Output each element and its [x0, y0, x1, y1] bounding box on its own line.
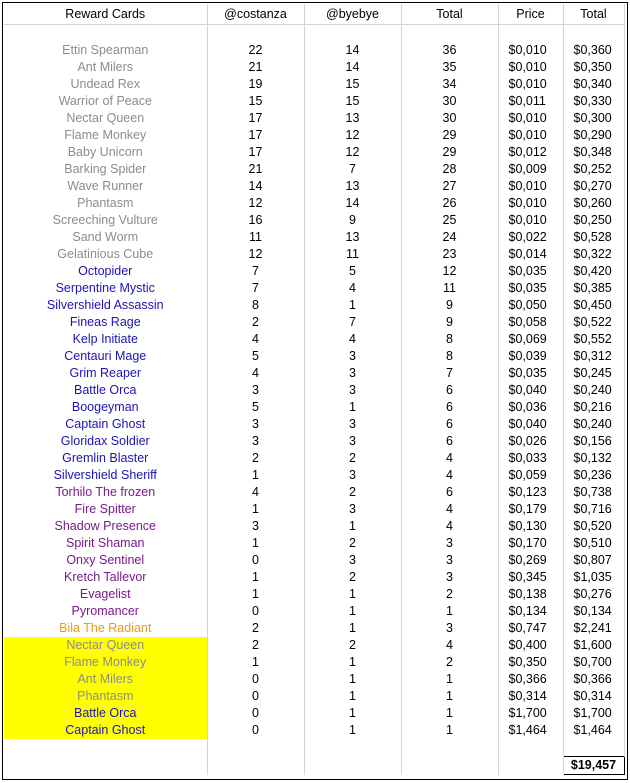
table-row [4, 399, 624, 416]
costanza-count: 4 [207, 365, 304, 382]
table-row [4, 569, 624, 586]
byebye-count: 2 [304, 535, 401, 552]
costanza-count: 0 [207, 705, 304, 722]
table-row [4, 654, 624, 671]
byebye-count: 1 [304, 297, 401, 314]
table-row [4, 280, 624, 297]
total-count: 4 [401, 637, 498, 654]
byebye-count: 3 [304, 348, 401, 365]
price: $0,050 [498, 297, 563, 314]
total-value: $0,156 [563, 433, 624, 450]
card-name: Serpentine Mystic [4, 280, 207, 297]
card-name: Gloridax Soldier [4, 433, 207, 450]
byebye-count: 1 [304, 603, 401, 620]
card-name: Pyromancer [4, 603, 207, 620]
card-name: Phantasm [4, 195, 207, 212]
table-row [4, 365, 624, 382]
card-name: Bila The Radiant [4, 620, 207, 637]
byebye-count: 2 [304, 484, 401, 501]
price: $0,170 [498, 535, 563, 552]
price: $0,058 [498, 314, 563, 331]
header-byebye: @byebye [304, 4, 401, 25]
price: $0,747 [498, 620, 563, 637]
total-count: 1 [401, 688, 498, 705]
total-value: $0,270 [563, 178, 624, 195]
price: $1,700 [498, 705, 563, 722]
spacer-row [4, 25, 624, 43]
price: $0,010 [498, 59, 563, 76]
card-name: Silvershield Sheriff [4, 467, 207, 484]
total-count: 2 [401, 654, 498, 671]
costanza-count: 14 [207, 178, 304, 195]
price: $0,138 [498, 586, 563, 603]
total-value: $0,450 [563, 297, 624, 314]
total-count: 34 [401, 76, 498, 93]
card-name: Shadow Presence [4, 518, 207, 535]
price: $0,035 [498, 263, 563, 280]
price: $0,011 [498, 93, 563, 110]
total-value: $0,134 [563, 603, 624, 620]
total-count: 30 [401, 110, 498, 127]
total-value: $0,236 [563, 467, 624, 484]
table-row [4, 161, 624, 178]
table-row [4, 76, 624, 93]
costanza-count: 5 [207, 399, 304, 416]
byebye-count: 13 [304, 110, 401, 127]
card-name: Gremlin Blaster [4, 450, 207, 467]
costanza-count: 5 [207, 348, 304, 365]
total-value: $0,522 [563, 314, 624, 331]
byebye-count: 9 [304, 212, 401, 229]
byebye-count: 2 [304, 569, 401, 586]
costanza-count: 19 [207, 76, 304, 93]
byebye-count: 13 [304, 178, 401, 195]
price: $0,010 [498, 76, 563, 93]
byebye-count: 3 [304, 382, 401, 399]
card-name: Boogeyman [4, 399, 207, 416]
card-name: Wave Runner [4, 178, 207, 195]
costanza-count: 7 [207, 280, 304, 297]
total-value: $0,245 [563, 365, 624, 382]
total-value: $0,314 [563, 688, 624, 705]
card-name: Nectar Queen [4, 110, 207, 127]
table-row [4, 42, 624, 59]
header-total-value: Total [563, 4, 624, 25]
total-count: 28 [401, 161, 498, 178]
card-name: Phantasm [4, 688, 207, 705]
total-value: $0,216 [563, 399, 624, 416]
table-row [4, 433, 624, 450]
total-count: 3 [401, 552, 498, 569]
total-value: $0,510 [563, 535, 624, 552]
price: $0,036 [498, 399, 563, 416]
total-count: 4 [401, 518, 498, 535]
table-row [4, 501, 624, 518]
total-count: 7 [401, 365, 498, 382]
total-count: 4 [401, 501, 498, 518]
table-row [4, 518, 624, 535]
table-row [4, 450, 624, 467]
costanza-count: 3 [207, 433, 304, 450]
price: $0,269 [498, 552, 563, 569]
table-row [4, 263, 624, 280]
total-count: 24 [401, 229, 498, 246]
total-value: $0,716 [563, 501, 624, 518]
price: $0,022 [498, 229, 563, 246]
costanza-count: 1 [207, 501, 304, 518]
table-row [4, 722, 624, 739]
table-row [4, 348, 624, 365]
total-value: $0,240 [563, 382, 624, 399]
costanza-count: 3 [207, 382, 304, 399]
price: $0,035 [498, 365, 563, 382]
total-count: 6 [401, 433, 498, 450]
card-name: Fineas Rage [4, 314, 207, 331]
price: $0,026 [498, 433, 563, 450]
total-value: $0,132 [563, 450, 624, 467]
table-row [4, 637, 624, 654]
table-row [4, 467, 624, 484]
table-row [4, 552, 624, 569]
price: $0,010 [498, 110, 563, 127]
card-name: Evagelist [4, 586, 207, 603]
byebye-count: 3 [304, 501, 401, 518]
card-name: Ant Milers [4, 671, 207, 688]
costanza-count: 1 [207, 586, 304, 603]
header-price: Price [498, 4, 563, 25]
price: $0,010 [498, 212, 563, 229]
card-name: Ant Milers [4, 59, 207, 76]
total-value: $1,035 [563, 569, 624, 586]
reward-cards-table [4, 4, 625, 775]
total-value: $0,552 [563, 331, 624, 348]
byebye-count: 3 [304, 552, 401, 569]
byebye-count: 3 [304, 416, 401, 433]
card-name: Baby Unicorn [4, 144, 207, 161]
price: $0,012 [498, 144, 563, 161]
total-count: 36 [401, 42, 498, 59]
costanza-count: 3 [207, 416, 304, 433]
total-value: $0,322 [563, 246, 624, 263]
costanza-count: 2 [207, 620, 304, 637]
total-count: 3 [401, 535, 498, 552]
costanza-count: 8 [207, 297, 304, 314]
costanza-count: 12 [207, 246, 304, 263]
total-count: 6 [401, 382, 498, 399]
total-count: 3 [401, 569, 498, 586]
spacer-row [4, 739, 624, 757]
costanza-count: 15 [207, 93, 304, 110]
table-row [4, 127, 624, 144]
total-value: $0,385 [563, 280, 624, 297]
total-value: $1,464 [563, 722, 624, 739]
total-value: $0,330 [563, 93, 624, 110]
total-count: 27 [401, 178, 498, 195]
price: $0,035 [498, 280, 563, 297]
card-name: Grim Reaper [4, 365, 207, 382]
total-value: $0,366 [563, 671, 624, 688]
byebye-count: 12 [304, 144, 401, 161]
total-value: $0,260 [563, 195, 624, 212]
byebye-count: 15 [304, 76, 401, 93]
card-name: Undead Rex [4, 76, 207, 93]
total-count: 23 [401, 246, 498, 263]
total-value: $0,520 [563, 518, 624, 535]
byebye-count: 1 [304, 705, 401, 722]
header-costanza: @costanza [207, 4, 304, 25]
table-row [4, 671, 624, 688]
total-count: 1 [401, 603, 498, 620]
byebye-count: 3 [304, 467, 401, 484]
total-count: 1 [401, 722, 498, 739]
total-count: 8 [401, 348, 498, 365]
total-count: 9 [401, 314, 498, 331]
total-value: $0,700 [563, 654, 624, 671]
byebye-count: 1 [304, 518, 401, 535]
costanza-count: 4 [207, 484, 304, 501]
costanza-count: 1 [207, 535, 304, 552]
table-row [4, 195, 624, 212]
total-value: $0,312 [563, 348, 624, 365]
total-count: 1 [401, 705, 498, 722]
card-name: Captain Ghost [4, 416, 207, 433]
total-count: 26 [401, 195, 498, 212]
total-count: 29 [401, 144, 498, 161]
table-row [4, 144, 624, 161]
table-row [4, 229, 624, 246]
byebye-count: 11 [304, 246, 401, 263]
total-value: $2,241 [563, 620, 624, 637]
byebye-count: 4 [304, 280, 401, 297]
price: $0,010 [498, 127, 563, 144]
total-count: 2 [401, 586, 498, 603]
total-count: 3 [401, 620, 498, 637]
grand-total-row [4, 757, 624, 775]
card-name: Kelp Initiate [4, 331, 207, 348]
costanza-count: 21 [207, 59, 304, 76]
card-name: Kretch Tallevor [4, 569, 207, 586]
total-count: 11 [401, 280, 498, 297]
card-name: Nectar Queen [4, 637, 207, 654]
price: $0,314 [498, 688, 563, 705]
table-row [4, 178, 624, 195]
card-name: Torhilo The frozen [4, 484, 207, 501]
total-count: 6 [401, 416, 498, 433]
card-name: Flame Monkey [4, 654, 207, 671]
card-name: Ettin Spearman [4, 42, 207, 59]
grand-total: $19,457 [563, 757, 624, 775]
costanza-count: 4 [207, 331, 304, 348]
total-count: 1 [401, 671, 498, 688]
card-name: Onxy Sentinel [4, 552, 207, 569]
header-total: Total [401, 4, 498, 25]
total-value: $0,252 [563, 161, 624, 178]
byebye-count: 14 [304, 59, 401, 76]
total-count: 6 [401, 399, 498, 416]
price: $0,009 [498, 161, 563, 178]
price: $0,040 [498, 416, 563, 433]
total-value: $0,340 [563, 76, 624, 93]
table-row [4, 314, 624, 331]
byebye-count: 3 [304, 433, 401, 450]
price: $0,366 [498, 671, 563, 688]
price: $0,033 [498, 450, 563, 467]
price: $0,123 [498, 484, 563, 501]
costanza-count: 12 [207, 195, 304, 212]
table-row [4, 246, 624, 263]
byebye-count: 1 [304, 671, 401, 688]
total-value: $0,420 [563, 263, 624, 280]
total-count: 12 [401, 263, 498, 280]
table-row [4, 297, 624, 314]
byebye-count: 1 [304, 620, 401, 637]
table-row [4, 688, 624, 705]
costanza-count: 7 [207, 263, 304, 280]
card-name: Battle Orca [4, 705, 207, 722]
total-value: $0,350 [563, 59, 624, 76]
byebye-count: 14 [304, 42, 401, 59]
total-count: 30 [401, 93, 498, 110]
total-value: $0,290 [563, 127, 624, 144]
table-row [4, 93, 624, 110]
costanza-count: 11 [207, 229, 304, 246]
price: $0,134 [498, 603, 563, 620]
costanza-count: 21 [207, 161, 304, 178]
byebye-count: 12 [304, 127, 401, 144]
costanza-count: 17 [207, 144, 304, 161]
card-name: Barking Spider [4, 161, 207, 178]
price: $0,010 [498, 178, 563, 195]
costanza-count: 0 [207, 722, 304, 739]
table-row [4, 620, 624, 637]
byebye-count: 1 [304, 399, 401, 416]
byebye-count: 2 [304, 450, 401, 467]
total-count: 9 [401, 297, 498, 314]
card-name: Warrior of Peace [4, 93, 207, 110]
byebye-count: 1 [304, 688, 401, 705]
byebye-count: 13 [304, 229, 401, 246]
price: $0,014 [498, 246, 563, 263]
byebye-count: 7 [304, 314, 401, 331]
card-name: Octopider [4, 263, 207, 280]
byebye-count: 4 [304, 331, 401, 348]
costanza-count: 3 [207, 518, 304, 535]
price: $0,350 [498, 654, 563, 671]
table-row [4, 212, 624, 229]
total-value: $0,528 [563, 229, 624, 246]
table-row [4, 705, 624, 722]
byebye-count: 3 [304, 365, 401, 382]
byebye-count: 1 [304, 722, 401, 739]
byebye-count: 5 [304, 263, 401, 280]
costanza-count: 1 [207, 654, 304, 671]
costanza-count: 2 [207, 450, 304, 467]
total-count: 29 [401, 127, 498, 144]
total-value: $0,250 [563, 212, 624, 229]
price: $0,010 [498, 195, 563, 212]
costanza-count: 2 [207, 637, 304, 654]
table-row [4, 59, 624, 76]
byebye-count: 15 [304, 93, 401, 110]
price: $0,400 [498, 637, 563, 654]
card-name: Centauri Mage [4, 348, 207, 365]
byebye-count: 2 [304, 637, 401, 654]
price: $0,345 [498, 569, 563, 586]
card-name: Flame Monkey [4, 127, 207, 144]
total-value: $0,807 [563, 552, 624, 569]
table-row [4, 331, 624, 348]
price: $0,040 [498, 382, 563, 399]
total-value: $0,276 [563, 586, 624, 603]
costanza-count: 16 [207, 212, 304, 229]
card-name: Silvershield Assassin [4, 297, 207, 314]
costanza-count: 17 [207, 127, 304, 144]
table-row [4, 603, 624, 620]
costanza-count: 0 [207, 671, 304, 688]
total-count: 8 [401, 331, 498, 348]
total-value: $0,360 [563, 42, 624, 59]
card-name: Fire Spitter [4, 501, 207, 518]
price: $1,464 [498, 722, 563, 739]
price: $0,039 [498, 348, 563, 365]
table-row [4, 484, 624, 501]
total-count: 4 [401, 450, 498, 467]
header-row [4, 4, 624, 25]
price: $0,130 [498, 518, 563, 535]
total-count: 35 [401, 59, 498, 76]
byebye-count: 1 [304, 654, 401, 671]
table-row [4, 535, 624, 552]
costanza-count: 1 [207, 467, 304, 484]
costanza-count: 22 [207, 42, 304, 59]
costanza-count: 0 [207, 688, 304, 705]
byebye-count: 14 [304, 195, 401, 212]
costanza-count: 0 [207, 552, 304, 569]
total-value: $0,300 [563, 110, 624, 127]
price: $0,010 [498, 42, 563, 59]
card-name: Battle Orca [4, 382, 207, 399]
byebye-count: 7 [304, 161, 401, 178]
total-value: $0,738 [563, 484, 624, 501]
costanza-count: 0 [207, 603, 304, 620]
table-row [4, 416, 624, 433]
total-count: 25 [401, 212, 498, 229]
card-name: Spirit Shaman [4, 535, 207, 552]
total-value: $1,600 [563, 637, 624, 654]
costanza-count: 2 [207, 314, 304, 331]
total-value: $1,700 [563, 705, 624, 722]
total-count: 6 [401, 484, 498, 501]
card-name: Captain Ghost [4, 722, 207, 739]
card-name: Screeching Vulture [4, 212, 207, 229]
card-name: Sand Worm [4, 229, 207, 246]
price: $0,059 [498, 467, 563, 484]
table-row [4, 586, 624, 603]
total-value: $0,348 [563, 144, 624, 161]
table-row [4, 110, 624, 127]
byebye-count: 1 [304, 586, 401, 603]
total-value: $0,240 [563, 416, 624, 433]
table-row [4, 382, 624, 399]
costanza-count: 1 [207, 569, 304, 586]
header-reward-cards: Reward Cards [4, 4, 207, 25]
card-name: Gelatinious Cube [4, 246, 207, 263]
price: $0,069 [498, 331, 563, 348]
total-count: 4 [401, 467, 498, 484]
costanza-count: 17 [207, 110, 304, 127]
price: $0,179 [498, 501, 563, 518]
